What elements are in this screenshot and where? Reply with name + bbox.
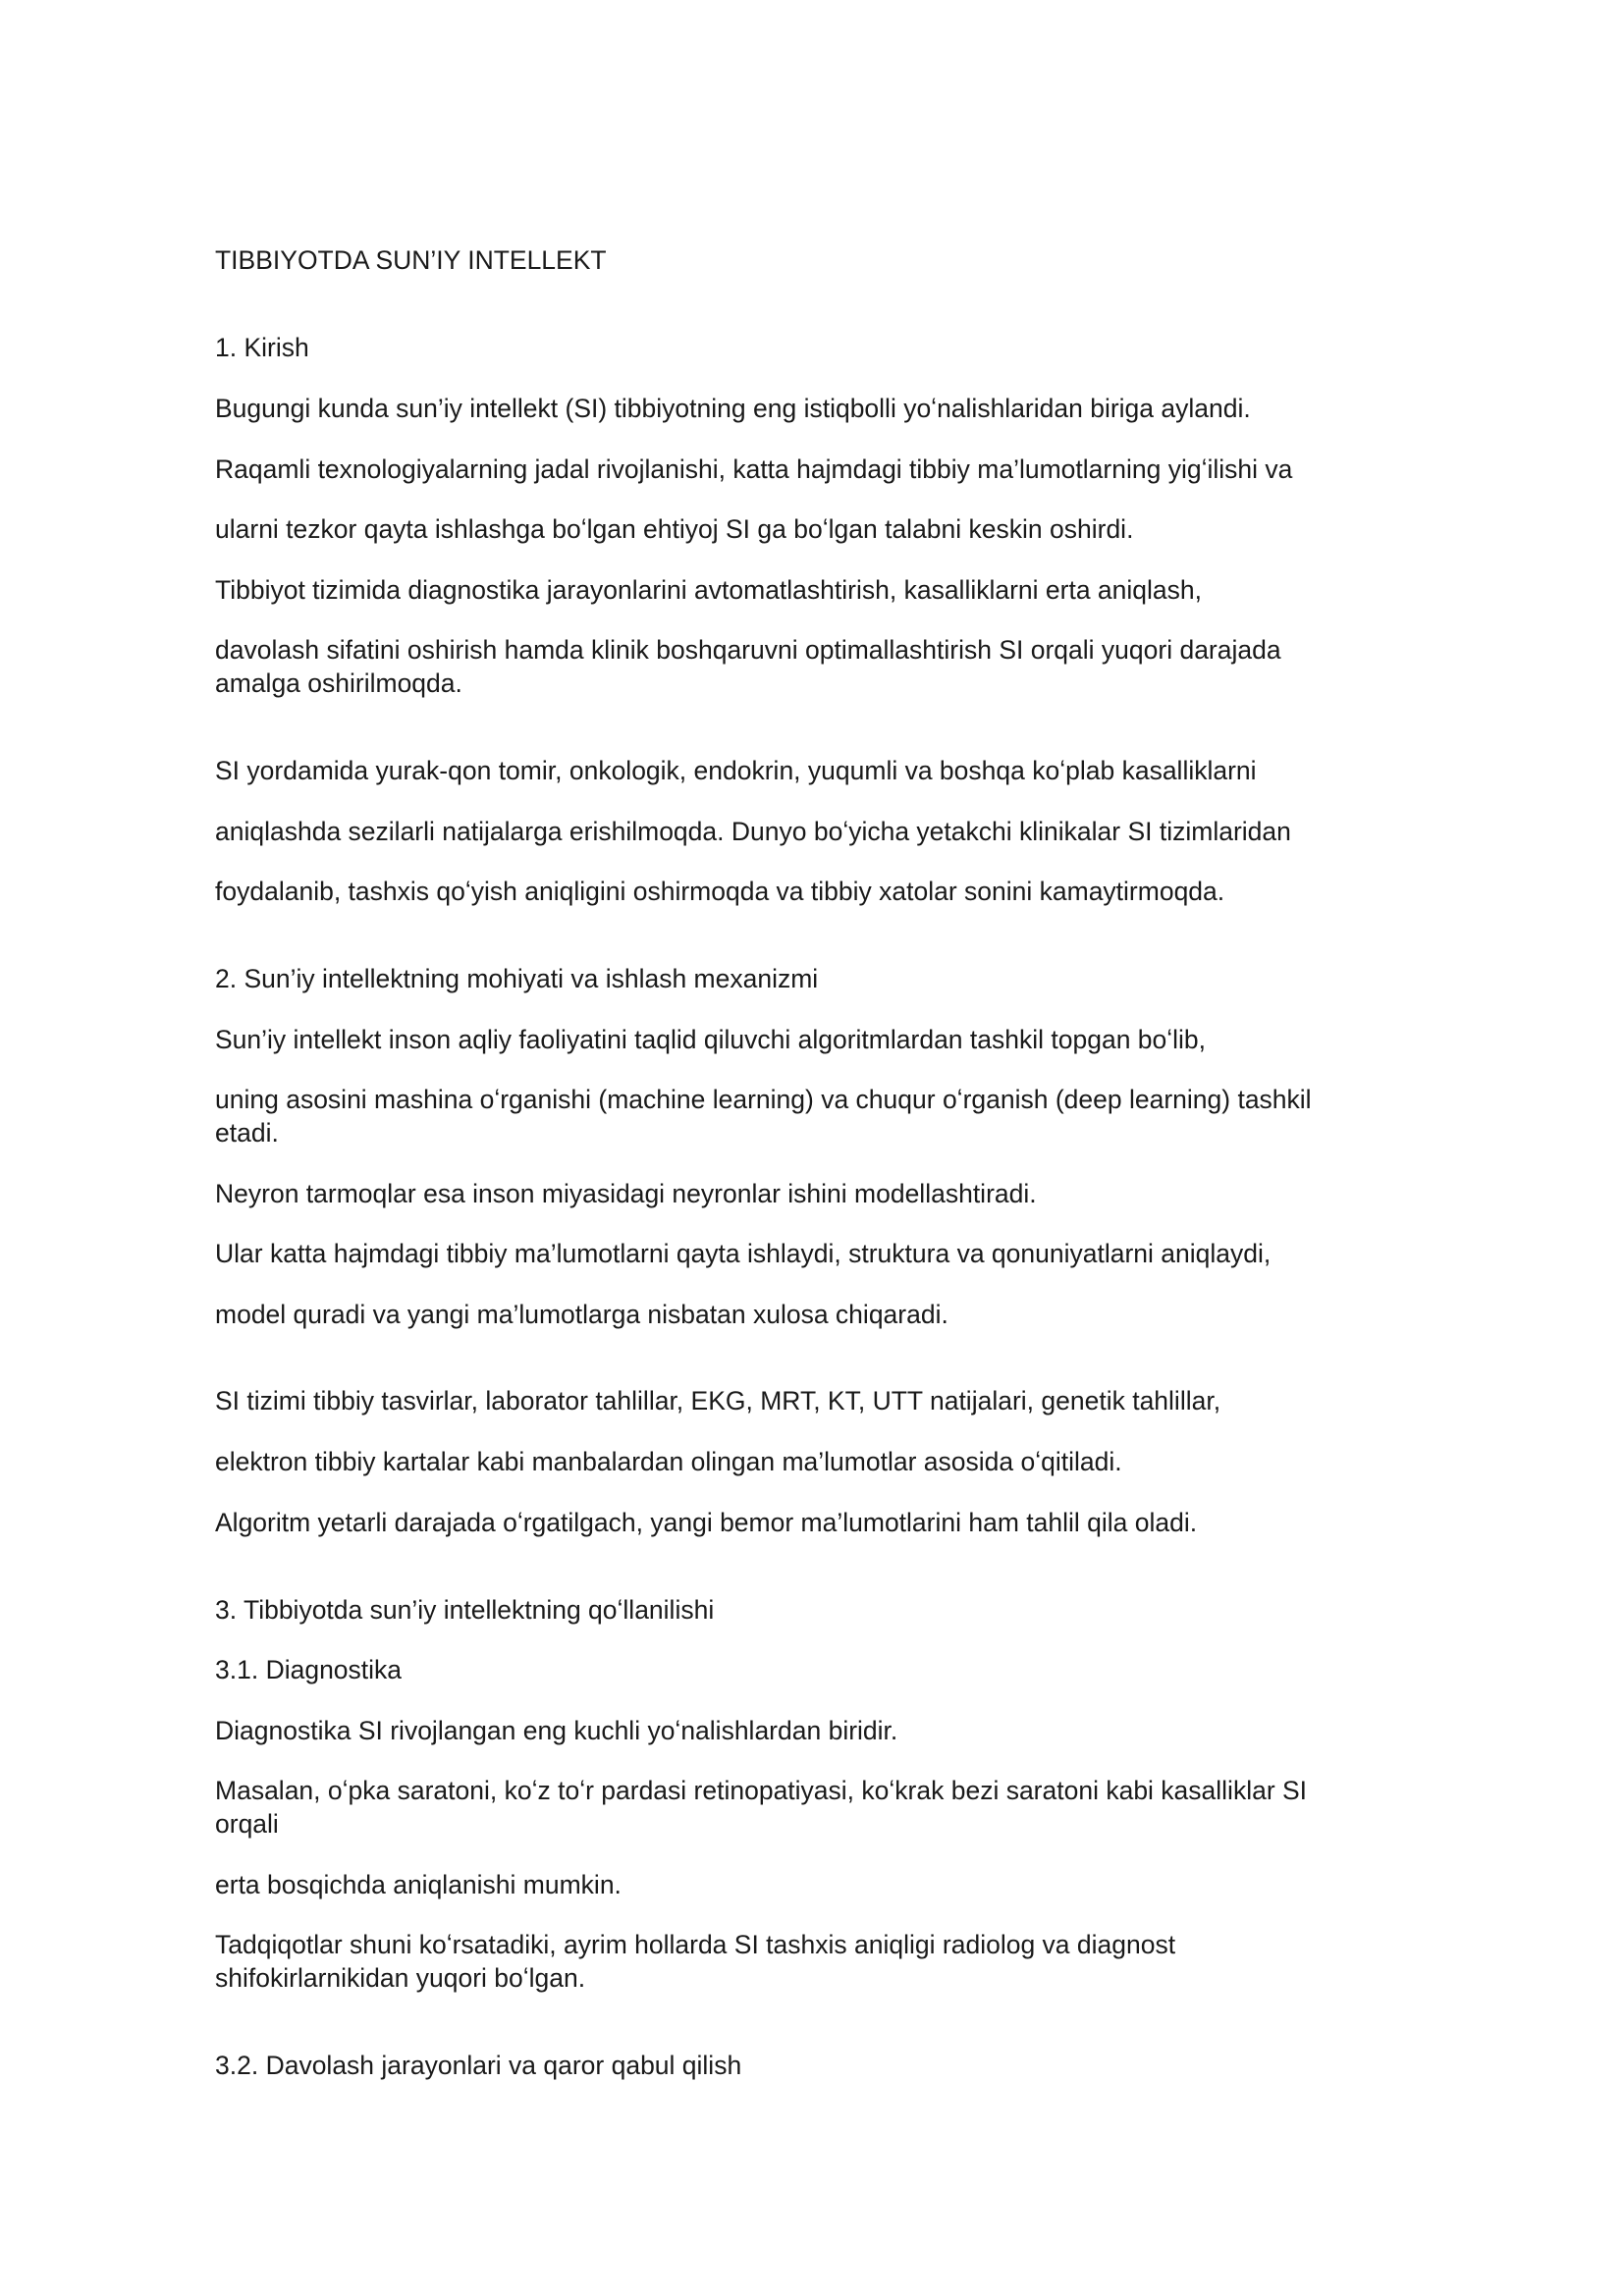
paragraph-line: model quradi va yangi ma’lumotlarga nisbatan xulosa chiqaradi. (215, 1300, 948, 1329)
paragraph-line: SI tizimi tibbiy tasvirlar, laborator tahlillar, EKG, MRT, KT, UTT natijalari, genetik tahlillar, (215, 1386, 1221, 1415)
paragraph-line: Sun’iy intellekt inson aqliy faoliyatini taqlid qiluvchi algoritmlardan tashkil topgan boʻlib, (215, 1025, 1207, 1054)
paragraph-line: erta bosqichda aniqlanishi mumkin. (215, 1870, 622, 1899)
paragraph-line: Algoritm yetarli darajada oʻrgatilgach, yangi bemor ma’lumotlarini ham tahlil qila oladi. (215, 1508, 1198, 1537)
section-heading: 2. Sun’iy intellektning mohiyati va ishlash mexanizmi (215, 964, 819, 993)
paragraph-line: foydalanib, tashxis qoʻyish aniqligini oshirmoqda va tibbiy xatolar sonini kamaytirmoqda. (215, 877, 1225, 906)
paragraph-line: amalga oshirilmoqda. (215, 668, 462, 698)
paragraph-line: etadi. (215, 1118, 279, 1148)
paragraph-line: SI yordamida yurak-qon tomir, onkologik, endokrin, yuqumli va boshqa koʻplab kasalliklarni (215, 756, 1257, 785)
paragraph-line: orqali (215, 1809, 279, 1839)
paragraph-line: Ular katta hajmdagi tibbiy ma’lumotlarni qayta ishlaydi, struktura va qonuniyatlarni aniqlaydi, (215, 1239, 1272, 1268)
paragraph-line: Bugungi kunda sun’iy intellekt (SI) tibbiyotning eng istiqbolli yoʻnalishlaridan biriga aylandi. (215, 394, 1251, 423)
paragraph-line: ularni tezkor qayta ishlashga boʻlgan ehtiyoj SI ga boʻlgan talabni keskin oshirdi. (215, 514, 1134, 544)
paragraph-line: davolash sifatini oshirish hamda klinik boshqaruvni optimallashtirish SI orqali yuqori darajada (215, 635, 1281, 665)
paragraph-line: Neyron tarmoqlar esa inson miyasidagi neyronlar ishini modellashtiradi. (215, 1179, 1037, 1208)
paragraph-line: Tadqiqotlar shuni koʻrsatadiki, ayrim hollarda SI tashxis aniqligi radiolog va diagnost (215, 1930, 1176, 1959)
subsection-heading: 3.2. Davolash jarayonlari va qaror qabul qilish (215, 2051, 742, 2080)
paragraph-line: elektron tibbiy kartalar kabi manbalardan olingan ma’lumotlar asosida oʻqitiladi. (215, 1447, 1122, 1476)
document-title: TIBBIYOTDA SUN’IY INTELLEKT (215, 245, 607, 275)
subsection-heading: 3.1. Diagnostika (215, 1655, 403, 1684)
paragraph-line: shifokirlarnikidan yuqori boʻlgan. (215, 1963, 586, 1993)
section-heading: 3. Tibbiyotda sun’iy intellektning qoʻllanilishi (215, 1595, 715, 1625)
section-heading: 1. Kirish (215, 333, 309, 362)
paragraph-line: Raqamli texnologiyalarning jadal rivojlanishi, katta hajmdagi tibbiy ma’lumotlarning yigʻilishi va (215, 454, 1293, 484)
paragraph-line: aniqlashda sezilarli natijalarga erishilmoqda. Dunyo boʻyicha yetakchi klinikalar SI tizimlaridan (215, 817, 1291, 846)
paragraph-line: Tibbiyot tizimida diagnostika jarayonlarini avtomatlashtirish, kasalliklarni erta aniqlash, (215, 575, 1203, 605)
paragraph-line: Diagnostika SI rivojlangan eng kuchli yoʻnalishlardan biridir. (215, 1716, 898, 1745)
paragraph-line: uning asosini mashina oʻrganishi (machine learning) va chuqur oʻrganish (deep learning) tashkil (215, 1085, 1312, 1114)
paragraph-line: Masalan, oʻpka saratoni, koʻz toʻr pardasi retinopatiyasi, koʻkrak bezi saratoni kabi kasalliklar SI (215, 1776, 1308, 1805)
